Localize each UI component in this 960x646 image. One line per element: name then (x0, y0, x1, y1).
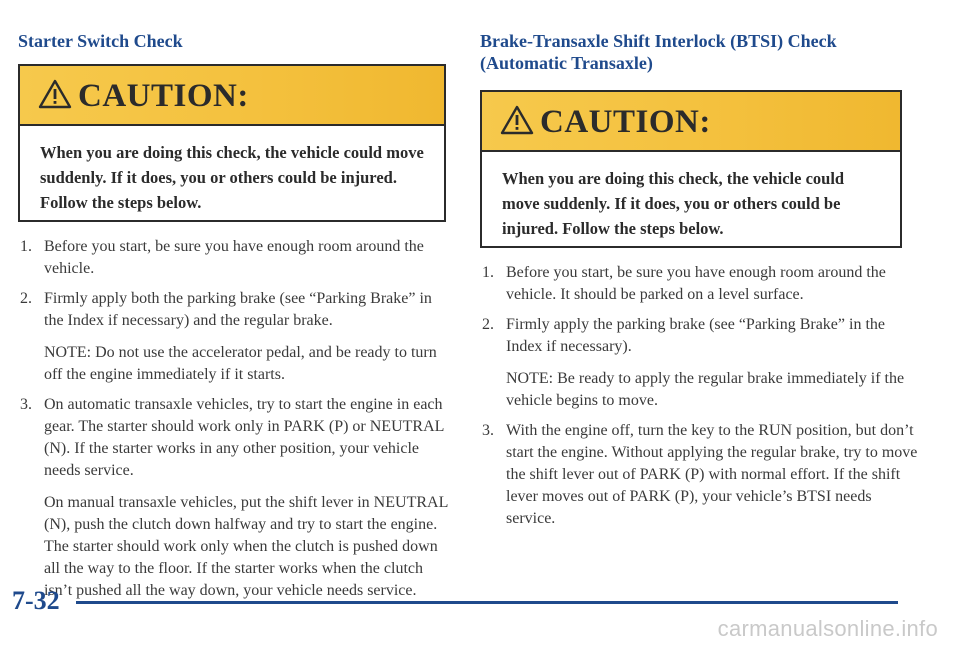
caution-box (18, 64, 446, 222)
caution-banner (482, 92, 900, 152)
step-text: Firmly apply the parking brake (see “Parking Brake” in the Index if necessary). (506, 316, 885, 355)
step-item (480, 314, 920, 412)
caution-text: When you are doing this check, the vehicle could move suddenly. If it does, you or others could be injured. Follow the steps below. (40, 143, 424, 212)
step-note: On manual transaxle vehicles, put the shift lever in NEUTRAL (N), push the clutch down halfway and try to start the engine. The starter should work only when the clutch is pushed down all the way to the floor. If the starter works when the clutch isn’t pushed all the way down, your vehicle needs service. (44, 494, 448, 599)
step-text: On automatic transaxle vehicles, try to start the engine in each gear. The starter should work only in PARK (P) or NEUTRAL (N). If the starter works in any other position, your vehicle needs service. (44, 396, 444, 479)
footer-rule (76, 601, 898, 604)
step-list (480, 262, 920, 538)
step-note: NOTE: Be ready to apply the regular brake immediately if the vehicle begins to move. (506, 370, 905, 409)
step-number: 2. (482, 316, 494, 333)
step-number: 3. (482, 422, 494, 439)
step-item (480, 262, 920, 306)
warning-triangle-icon (38, 78, 72, 110)
warning-triangle-icon (500, 104, 534, 136)
caution-text: When you are doing this check, the vehicle could move suddenly. If it does, you or others could be injured. Follow the steps below. (502, 169, 845, 238)
step-text: Before you start, be sure you have enough room around the vehicle. (44, 238, 424, 277)
page-number: 7-32 (12, 586, 60, 615)
caution-title: CAUTION: (78, 78, 249, 114)
step-number: 2. (20, 290, 32, 307)
section-heading: Brake-Transaxle Shift Interlock (BTSI) Check (Automatic Transaxle) (480, 31, 837, 73)
caution-box (480, 90, 902, 248)
step-number: 1. (482, 264, 494, 281)
caution-title: CAUTION: (540, 104, 711, 140)
step-number: 1. (20, 238, 32, 255)
step-list (18, 236, 448, 610)
step-item (480, 420, 920, 530)
step-item (18, 236, 448, 280)
step-note: NOTE: Do not use the accelerator pedal, and be ready to turn off the engine immediately if it starts. (44, 344, 437, 383)
section-heading: Starter Switch Check (18, 31, 183, 51)
step-item (18, 288, 448, 386)
caution-banner (20, 66, 444, 126)
watermark: carmanualsonline.info (717, 616, 938, 641)
step-item (18, 394, 448, 602)
step-text: Before you start, be sure you have enough room around the vehicle. It should be parked on a level surface. (506, 264, 886, 303)
step-text: With the engine off, turn the key to the RUN position, but don’t start the engine. Without applying the regular brake, try to move the shift lever out of PARK (P) with normal effort. If the shift lever moves out of PARK (P), your vehicle’s BTSI needs service. (506, 422, 918, 527)
step-text: Firmly apply both the parking brake (see “Parking Brake” in the Index if necessary) and the regular brake. (44, 290, 432, 329)
step-number: 3. (20, 396, 32, 413)
